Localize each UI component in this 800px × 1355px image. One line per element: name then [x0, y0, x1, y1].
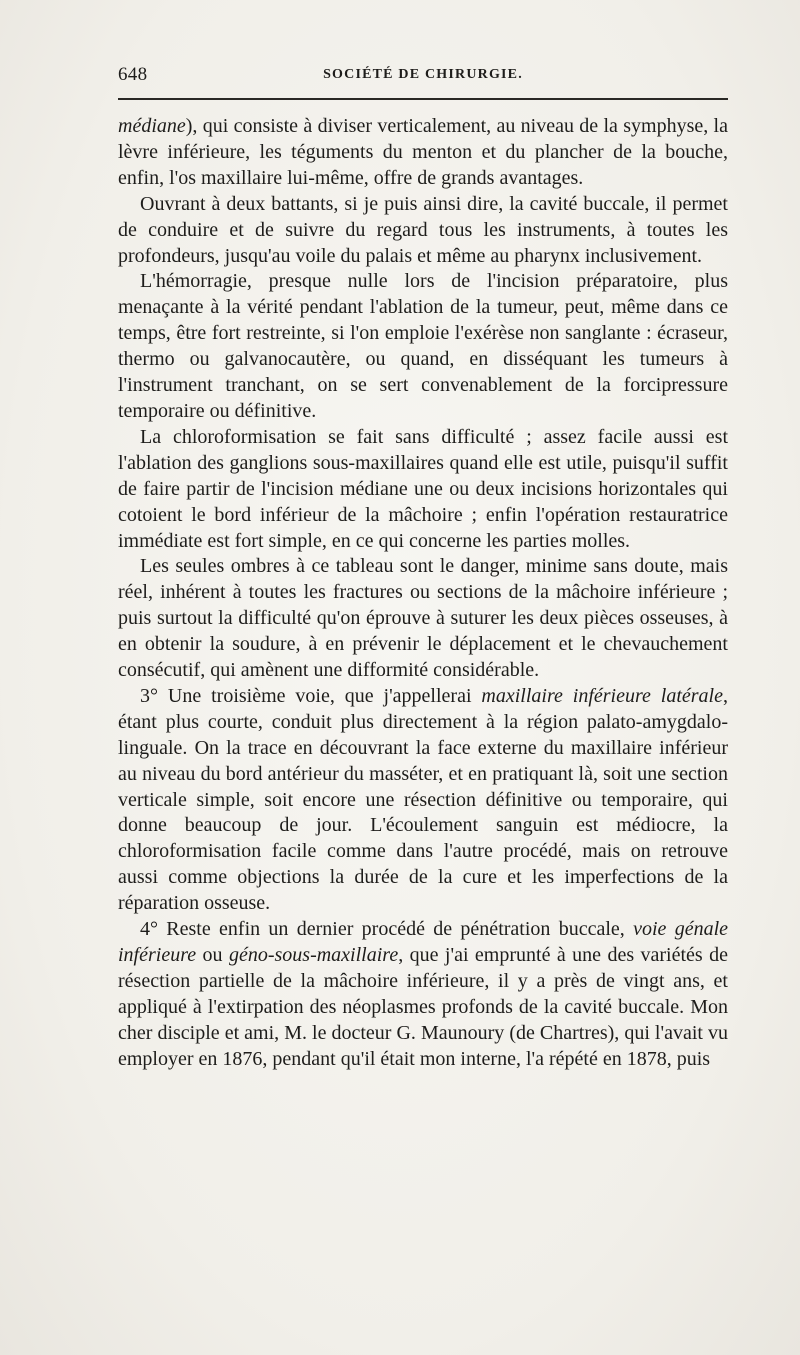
paragraph [118, 554, 728, 684]
italic-text: géno-sous-maxillaire [228, 944, 399, 966]
text-run: Ouvrant à deux battants, si je puis ainsi dire, la cavité buccale, il permet de conduire et de suivre du regard tous les instruments, à toutes les profondeurs, jusqu'au voile du palais et même au pharynx inclusivement. [118, 192, 728, 267]
text-run: L'hémorragie, presque nulle lors de l'incision préparatoire, plus menaçante à la vérité pendant l'ablation de la tumeur, peut, même dans ce temps, être fort restreinte, si l'on emploie l'exérèse non sanglante : écraseur, thermo ou galvanocautère, ou quand, en disséquant les tumeurs à l'instrument tranchant, on se sert convenablement de la forcipressure temporaire ou définitive. [118, 270, 728, 422]
page-header [118, 64, 728, 90]
text-run: La chloroformisation se fait sans difficulté ; assez facile aussi est l'ablation des ganglions sous-maxillaires quand elle est utile, puisqu'il suffit de faire partir de l'incision médiane une ou deux incisions horizontales qui cotoient le bord inférieur de la mâchoire ; enfin l'opération restauratrice immédiate est fort simple, en ce qui concerne les parties molles. [118, 425, 728, 552]
text-run: , étant plus courte, conduit plus directement à la région palato-amygdalo-linguale. On la trace en découvrant la face externe du maxillaire inférieur au niveau du bord antérieur du masséter, et en pratiquant là, soit une section verticale simple, soit encore une résection définitive ou temporaire, qui donne beaucoup de jour. L'écoulement sanguin est médiocre, la chloroformisation facile comme dans l'autre procédé, mais on retrouve aussi comme objections la durée de la cure et les imperfections de la réparation osseuse. [118, 684, 728, 915]
body-text [118, 114, 728, 1073]
paragraph [118, 917, 728, 1072]
paragraph [118, 684, 728, 917]
italic-text: médiane [118, 115, 186, 137]
header-rule [118, 98, 728, 100]
paragraph [118, 114, 728, 192]
paragraph [118, 269, 728, 424]
text-run: Les seules ombres à ce tableau sont le danger, minime sans doute, mais réel, inhérent à toutes les fractures ou sections de la mâchoire inférieure ; puis surtout la difficulté qu'on éprouve à suturer les deux pièces osseuses, à en obtenir la soudure, à en prévenir le déplacement et le chevauchement consécutif, qui amènent une difformité considérable. [118, 555, 728, 682]
italic-text: voie génale inférieure [118, 918, 729, 966]
text-run: 4° Reste enfin un dernier procédé de pénétration buccale, [140, 918, 634, 941]
paragraph [118, 425, 728, 555]
text-run: 3° Une troisième voie, que j'appellerai [140, 684, 482, 707]
italic-text: maxillaire inférieure latérale [481, 684, 723, 707]
running-head: SOCIÉTÉ DE CHIRURGIE. [323, 67, 523, 82]
page-number: 648 [118, 64, 148, 85]
text-run: ou [196, 944, 229, 966]
text-run: ), qui consiste à diviser verticalement, au niveau de la symphyse, la lèvre inférieure, les téguments du menton et du plancher de la bouche, enfin, l'os maxillaire lui-même, offre de grands avantages. [118, 115, 728, 189]
text-run: , que j'ai emprunté à une des variétés de résection partielle de la mâchoire inférieure, il y a près de vingt ans, et appliqué à l'extirpation des néoplasmes profonds de la cavité buccale. Mon cher disciple et ami, M. le docteur G. Maunoury (de Chartres), qui l'avait vu employer en 1876, pendant qu'il était mon interne, l'a répété en 1878, puis [118, 944, 729, 1070]
paragraph [118, 192, 728, 270]
